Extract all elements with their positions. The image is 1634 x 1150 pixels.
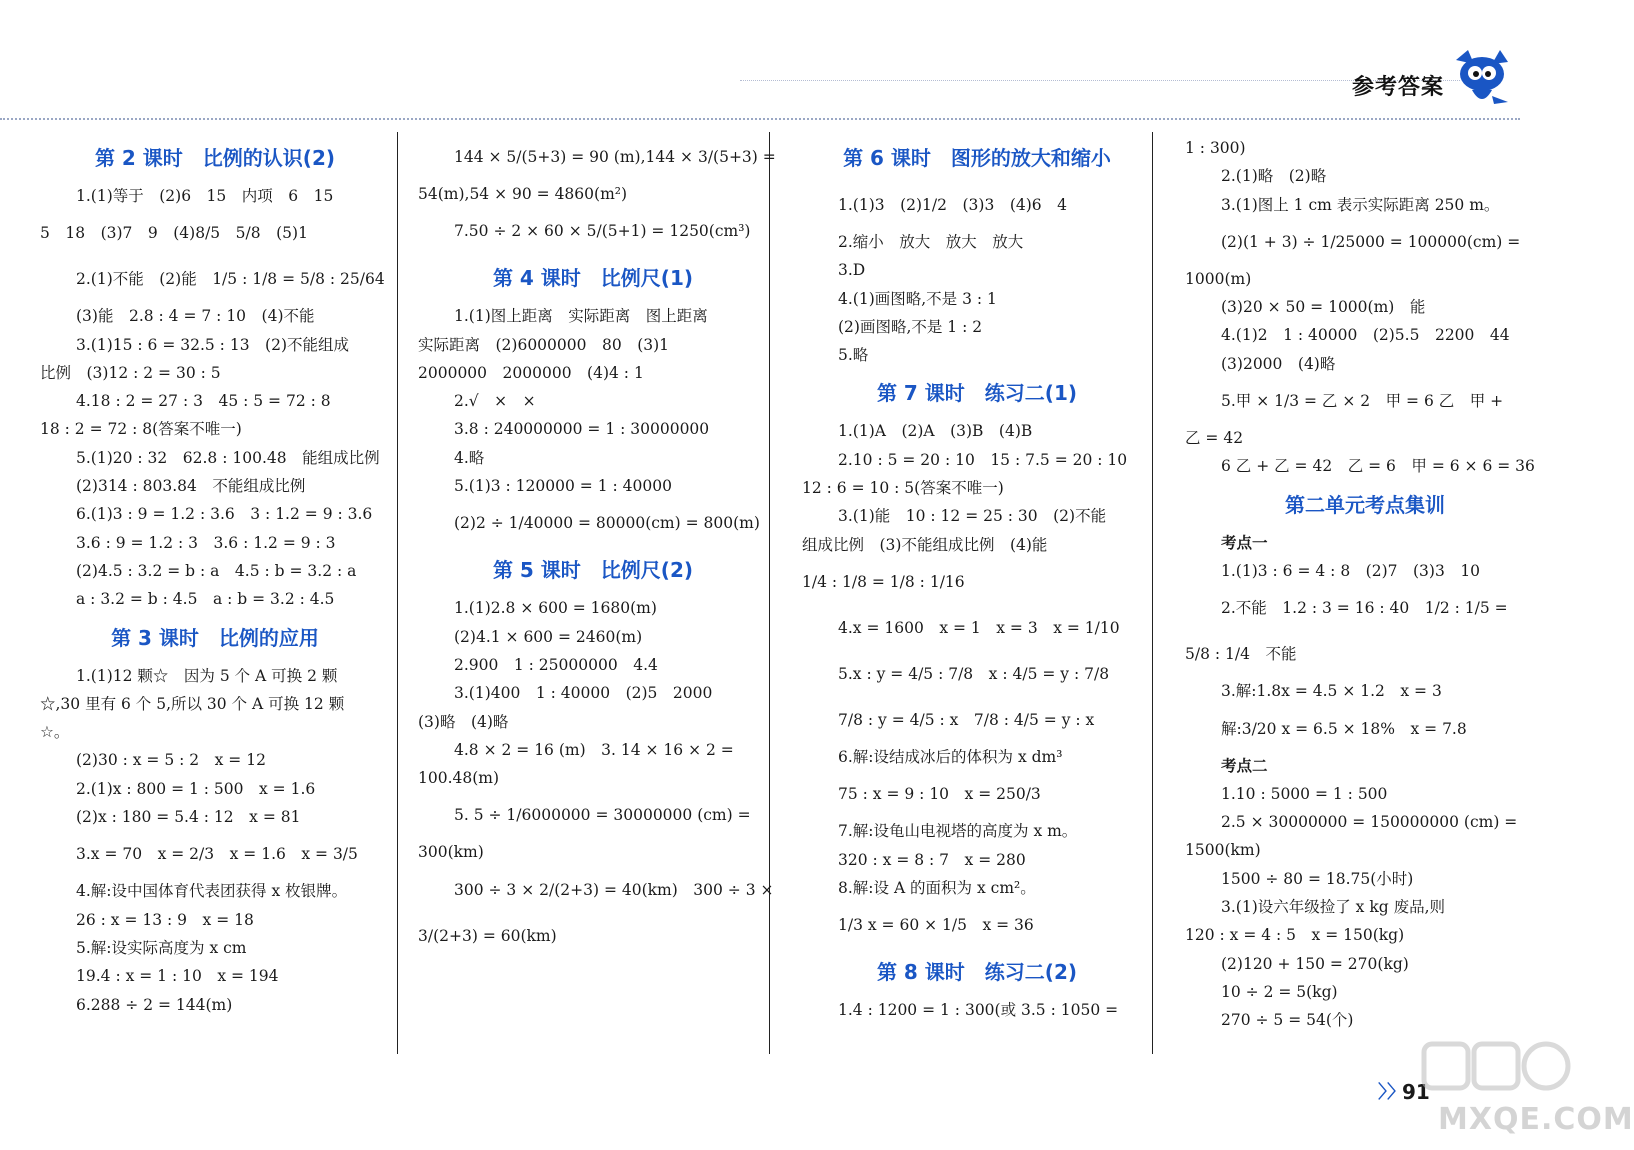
answer-line: 6 乙 + 乙 = 42 乙 = 6 甲 = 6 × 6 = 36 xyxy=(1221,457,1535,476)
answer-line: (3)能 2.8 : 4 = 7 : 10 (4)不能 xyxy=(76,307,315,326)
answer-line: 7/8 : y = 4/5 : x 7/8 : 4/5 = y : x xyxy=(838,710,1095,729)
answer-line: 3/(2+3) = 60(km) xyxy=(418,926,557,945)
answer-line: (2)2 ÷ 1/40000 = 80000(cm) = 800(m) xyxy=(454,514,760,533)
answer-line: 3.解:1.8x = 4.5 × 1.2 x = 3 xyxy=(1221,682,1442,701)
answer-line: ☆,30 里有 6 个 5,所以 30 个 A 可换 12 颗 xyxy=(40,694,345,713)
mascot-icon xyxy=(1448,46,1518,112)
answer-line: 考点二 xyxy=(1221,755,1268,775)
answer-line: 3.(1)设六年级捡了 x kg 废品,则 xyxy=(1221,898,1446,917)
answer-line: 组成比例 (3)不能组成比例 (4)能 xyxy=(802,535,1048,554)
answer-line: (2)画图略,不是 1 : 2 xyxy=(838,317,983,336)
answer-line: 10 ÷ 2 = 5(kg) xyxy=(1221,982,1338,1001)
answer-line: 26 : x = 13 : 9 x = 18 xyxy=(76,910,254,929)
answer-line: ☆。 xyxy=(40,723,70,742)
answer-line: 1.(1)2.8 × 600 = 1680(m) xyxy=(454,599,657,618)
answer-line: (3)略 (4)略 xyxy=(418,712,509,731)
column-divider-1 xyxy=(397,132,398,1054)
answer-line: 4.(1)2 1 : 40000 (2)5.5 2200 44 xyxy=(1221,326,1510,345)
answer-line: 1.(1)12 颗☆ 因为 5 个 A 可换 2 颗 xyxy=(76,666,338,685)
answer-line: 5.略 xyxy=(838,346,869,365)
answer-line: 12 : 6 = 10 : 5(答案不唯一) xyxy=(802,479,1004,498)
watermark-logo-icon xyxy=(1422,1040,1572,1102)
answer-line: 2.(1)不能 (2)能 1/5 : 1/8 = 5/8 : 25/64 xyxy=(76,270,385,289)
answer-line: 5/8 : 1/4 不能 xyxy=(1185,645,1297,664)
section-heading: 第 3 课时 比例的应用 xyxy=(111,625,319,650)
answer-line: 7.解:设龟山电视塔的高度为 x m。 xyxy=(838,822,1078,841)
answer-line: 5 18 (3)7 9 (4)8/5 5/8 (5)1 xyxy=(40,224,308,243)
section-heading: 第二单元考点集训 xyxy=(1285,492,1445,517)
answer-line: 320 : x = 8 : 7 x = 280 xyxy=(838,850,1026,869)
answer-column-1 xyxy=(40,134,390,1019)
answer-line: 1 : 300) xyxy=(1185,139,1246,157)
answer-line: 1/3 x = 60 × 1/5 x = 36 xyxy=(838,916,1034,935)
column-divider-2 xyxy=(769,132,770,1054)
answer-line: 1.(1)等于 (2)6 15 内项 6 15 xyxy=(76,187,334,205)
watermark-text: MXQE.COM xyxy=(1438,1102,1634,1137)
answer-line: 5.(1)20 : 32 62.8 : 100.48 能组成比例 xyxy=(76,448,380,467)
answer-line: 1500(km) xyxy=(1185,841,1261,860)
answer-line: 2.√ × × xyxy=(454,392,536,411)
answer-line: 1.(1)图上距离 实际距离 图上距离 xyxy=(454,307,708,326)
answer-line: 3.6 : 9 = 1.2 : 3 3.6 : 1.2 = 9 : 3 xyxy=(76,533,336,552)
answer-column-3 xyxy=(802,134,1152,1024)
answer-line: a : 3.2 = b : 4.5 a : b = 3.2 : 4.5 xyxy=(76,590,335,609)
answer-line: 3.x = 70 x = 2/3 x = 1.6 x = 3/5 xyxy=(76,845,358,864)
answer-line: 解:3/20 x = 6.5 × 18% x = 7.8 xyxy=(1221,719,1467,738)
answer-line: 5.(1)3 : 120000 = 1 : 40000 xyxy=(454,477,672,496)
answer-line: 比例 (3)12 : 2 = 30 : 5 xyxy=(40,363,221,382)
answer-line: 1.(1)A (2)A (3)B (4)B xyxy=(838,422,1033,441)
answer-line: 3.(1)能 10 : 12 = 25 : 30 (2)不能 xyxy=(838,507,1107,526)
answer-line: 2.不能 1.2 : 3 = 16 : 40 1/2 : 1/5 = xyxy=(1221,599,1508,618)
answer-line: 实际距离 (2)6000000 80 (3)1 xyxy=(418,335,670,354)
answer-line: 4.(1)画图略,不是 3 : 1 xyxy=(838,289,997,308)
answer-line: 2.缩小 放大 放大 放大 xyxy=(838,233,1024,251)
answer-line: 1.(1)3 : 6 = 4 : 8 (2)7 (3)3 10 xyxy=(1221,561,1481,580)
answer-line: 5.解:设实际高度为 x cm xyxy=(76,938,247,957)
section-heading: 第 8 课时 练习二(2) xyxy=(876,960,1078,985)
answer-line: (2)4.1 × 600 = 2460(m) xyxy=(454,627,643,646)
answer-line: 300 ÷ 3 × 2/(2+3) = 40(km) 300 ÷ 3 × xyxy=(454,880,774,899)
answer-line: 6.(1)3 : 9 = 1.2 : 3.6 3 : 1.2 = 9 : 3.6 xyxy=(76,505,373,524)
answer-line: 2.10 : 5 = 20 : 10 15 : 7.5 = 20 : 10 xyxy=(838,450,1128,469)
answer-line: 3.(1)图上 1 cm 表示实际距离 250 m。 xyxy=(1221,195,1500,214)
column-divider-3 xyxy=(1152,132,1153,1054)
answer-line: (2)30 : x = 5 : 2 x = 12 xyxy=(76,751,266,770)
answer-line: 2000000 2000000 (4)4 : 1 xyxy=(418,363,644,382)
answer-line: 75 : x = 9 : 10 x = 250/3 xyxy=(838,785,1041,804)
answer-line: 4.略 xyxy=(454,448,485,467)
answer-line: 1000(m) xyxy=(1185,269,1252,288)
page-number: 91 xyxy=(1402,1080,1430,1104)
answer-line: 1.(1)3 (2)1/2 (3)3 (4)6 4 xyxy=(838,196,1068,214)
answer-line: 2.(1)略 (2)略 xyxy=(1221,167,1327,186)
answer-line: 1.10 : 5000 = 1 : 500 xyxy=(1221,784,1388,803)
section-heading: 第 2 课时 比例的认识(2) xyxy=(94,146,336,170)
answer-line: 5. 5 ÷ 1/6000000 = 30000000 (cm) = xyxy=(454,806,751,825)
answer-column-2 xyxy=(418,134,776,959)
answer-line: 3.(1)400 1 : 40000 (2)5 2000 xyxy=(454,684,713,703)
answer-line: 6.288 ÷ 2 = 144(m) xyxy=(76,995,233,1014)
answer-line: 4.18 : 2 = 27 : 3 45 : 5 = 72 : 8 xyxy=(76,392,331,411)
answer-line: 1/4 : 1/8 = 1/8 : 1/16 xyxy=(802,572,965,591)
answer-line: (2)4.5 : 3.2 = b : a 4.5 : b = 3.2 : a xyxy=(76,561,357,580)
answer-line: 100.48(m) xyxy=(418,769,500,788)
section-heading: 第 7 课时 练习二(1) xyxy=(876,381,1078,406)
answer-line: (2)314 : 803.84 不能组成比例 xyxy=(76,477,306,496)
page-number-decoration-icon: 〉〉 xyxy=(1378,1082,1405,1103)
answer-line: (3)2000 (4)略 xyxy=(1221,354,1336,373)
answer-line: 5.x : y = 4/5 : 7/8 x : 4/5 = y : 7/8 xyxy=(838,664,1110,683)
answer-line: 5.甲 × 1/3 = 乙 × 2 甲 = 6 乙 甲 + xyxy=(1221,392,1504,411)
answer-line: 3.(1)15 : 6 = 32.5 : 13 (2)不能组成 xyxy=(76,335,350,354)
answer-line: (3)20 × 50 = 1000(m) 能 xyxy=(1221,298,1426,317)
answer-line: (2)120 + 150 = 270(kg) xyxy=(1221,954,1409,973)
answer-line: 2.5 × 30000000 = 150000000 (cm) = xyxy=(1221,813,1518,832)
answer-line: 54(m),54 × 90 = 4860(m²) xyxy=(418,185,628,203)
answer-line: 3.D xyxy=(838,261,866,280)
header-dotted-line xyxy=(0,118,1520,120)
answer-line: 4.x = 1600 x = 1 x = 3 x = 1/10 xyxy=(838,618,1120,637)
answer-line: 1.4 : 1200 = 1 : 300(或 3.5 : 1050 = xyxy=(838,1001,1119,1020)
answer-line: 19.4 : x = 1 : 10 x = 194 xyxy=(76,967,279,986)
answer-line: 18 : 2 = 72 : 8(答案不唯一) xyxy=(40,420,242,439)
answer-line: 考点一 xyxy=(1221,532,1268,552)
answer-line: 4.8 × 2 = 16 (m) 3. 14 × 16 × 2 = xyxy=(454,740,734,759)
section-heading: 第 6 课时 图形的放大和缩小 xyxy=(843,146,1111,170)
answer-line: 144 × 5/(5+3) = 90 (m),144 × 3/(5+3) = xyxy=(454,148,776,166)
answer-line: (2)(1 + 3) ÷ 1/25000 = 100000(cm) = xyxy=(1221,232,1521,251)
answer-column-4 xyxy=(1185,134,1545,1035)
answer-line: 4.解:设中国体育代表团获得 x 枚银牌。 xyxy=(76,882,348,901)
answer-line: 1500 ÷ 80 = 18.75(小时) xyxy=(1221,869,1414,888)
header-title: 参考答案 xyxy=(1352,75,1445,100)
answer-line: 6.解:设结成冰后的体积为 x dm³ xyxy=(838,747,1063,766)
answer-line: 120 : x = 4 : 5 x = 150(kg) xyxy=(1185,926,1405,945)
answer-line: (2)x : 180 = 5.4 : 12 x = 81 xyxy=(76,808,301,827)
answer-line: 270 ÷ 5 = 54(个) xyxy=(1221,1011,1354,1030)
answer-line: 7.50 ÷ 2 × 60 × 5/(5+1) = 1250(cm³) xyxy=(454,222,751,241)
section-heading: 第 5 课时 比例尺(2) xyxy=(492,558,694,583)
answer-line: 300(km) xyxy=(418,843,484,862)
answer-line: 3.8 : 240000000 = 1 : 30000000 xyxy=(454,420,710,439)
section-heading: 第 4 课时 比例尺(1) xyxy=(492,266,694,291)
answer-line: 乙 = 42 xyxy=(1185,429,1244,448)
answer-line: 2.(1)x : 800 = 1 : 500 x = 1.6 xyxy=(76,779,316,798)
answer-line: 2.900 1 : 25000000 4.4 xyxy=(454,655,658,674)
answer-line: 8.解:设 A 的面积为 x cm²。 xyxy=(838,878,1036,897)
